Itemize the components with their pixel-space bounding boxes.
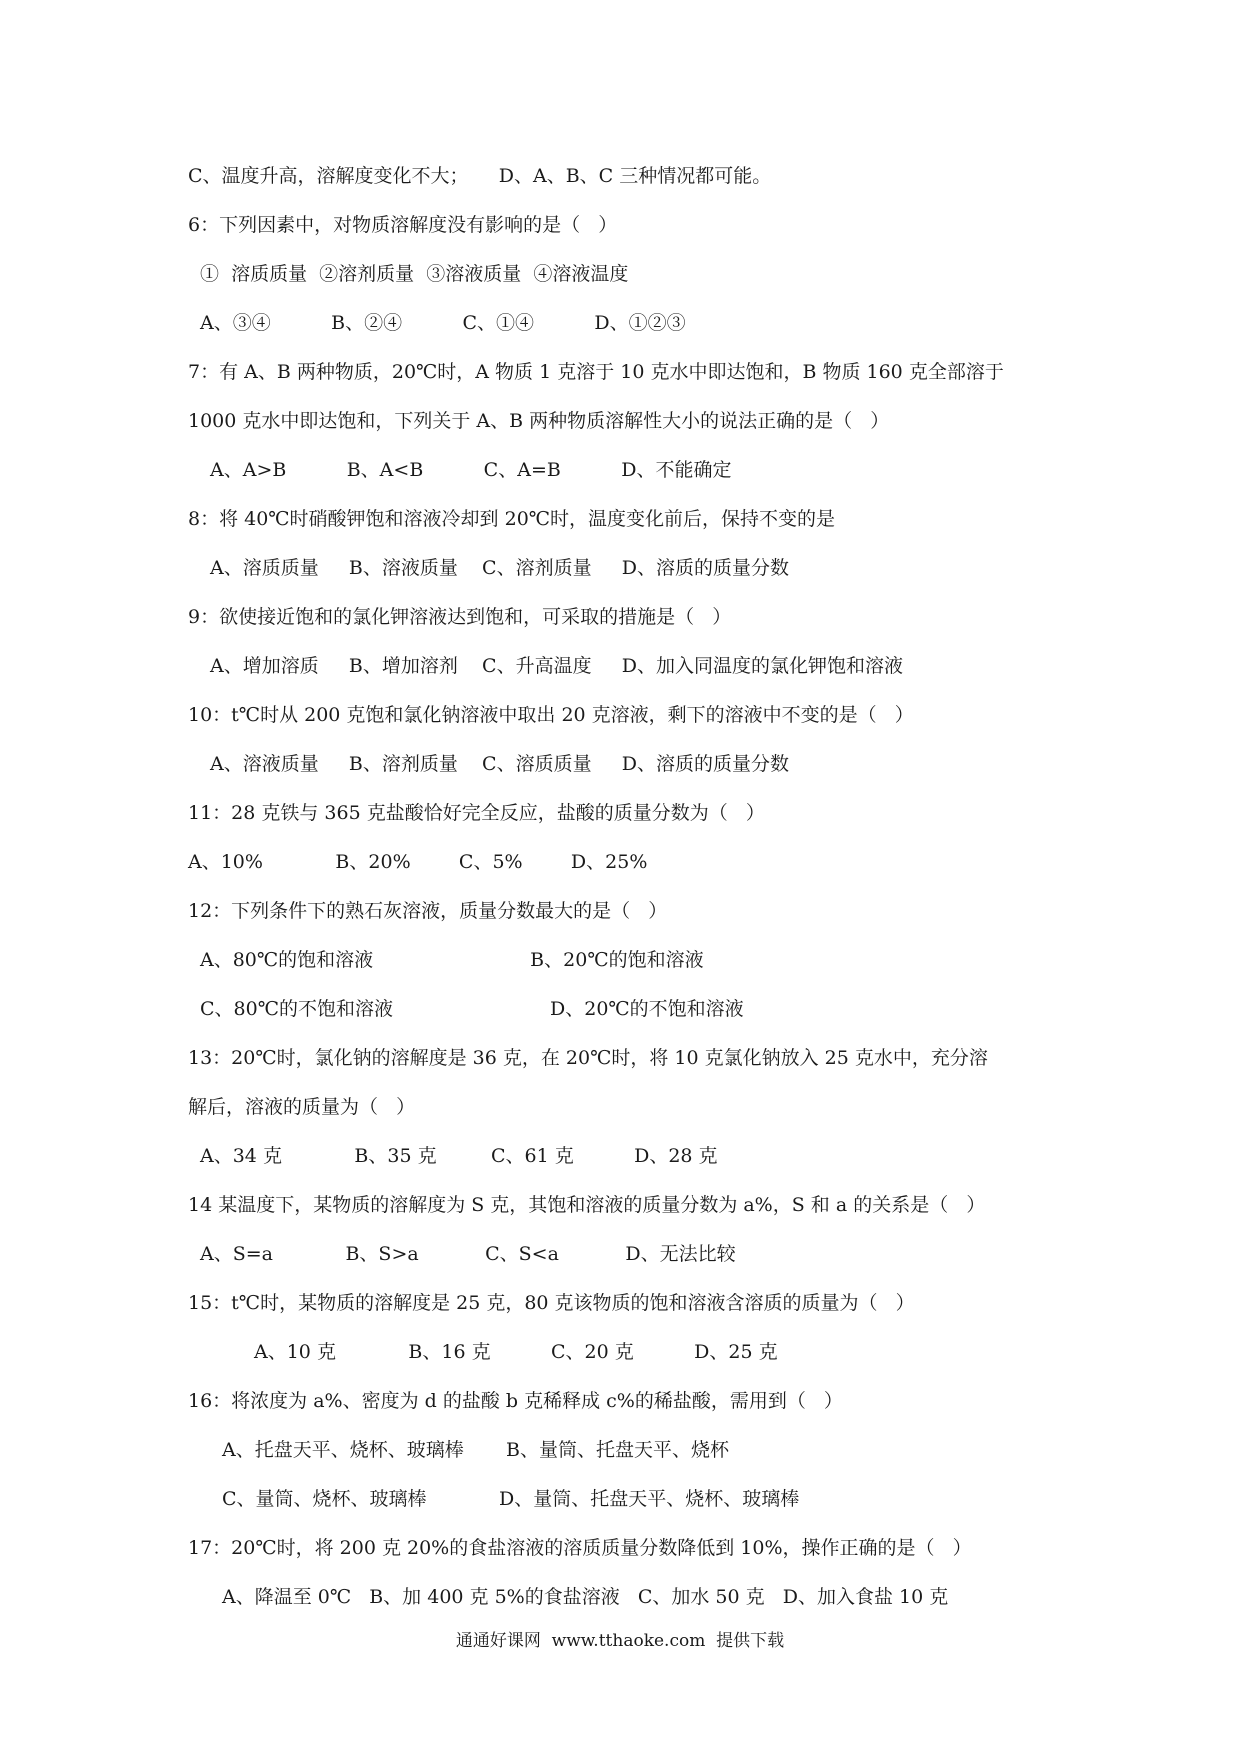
question-15: 15：t℃时，某物质的溶解度是 25 克，80 克该物质的饱和溶液含溶质的质量为（ ） [188,1292,915,1314]
question-12: 12：下列条件下的熟石灰溶液，质量分数最大的是（ ） [188,900,668,922]
question-8: 8：将 40℃时硝酸钾饱和溶液冷却到 20℃时，温度变化前后，保持不变的是 [188,508,836,530]
question-16: 16：将浓度为 a%、密度为 d 的盐酸 b 克稀释成 c%的稀盐酸，需用到（ ） [188,1390,843,1412]
question-15-options: A、10 克 B、16 克 C、20 克 D、25 克 [254,1341,778,1363]
question-16-options-ab: A、托盘天平、烧杯、玻璃棒 B、量筒、托盘天平、烧杯 [222,1439,729,1461]
question-11: 11：28 克铁与 365 克盐酸恰好完全反应，盐酸的质量分数为（ ） [188,802,765,824]
question-14: 14 某温度下，某物质的溶解度为 S 克，其饱和溶液的质量分数为 a%，S 和 a 的关系是（ ） [188,1194,986,1216]
question-17-options: A、降温至 0℃ B、加 400 克 5%的食盐溶液 C、加水 50 克 D、加入食盐 10 克 [222,1586,949,1608]
question-6-options: A、③④ B、②④ C、①④ D、①②③ [200,312,686,334]
question-16-options-cd: C、量筒、烧杯、玻璃棒 D、量筒、托盘天平、烧杯、玻璃棒 [222,1488,800,1510]
question-13-options: A、34 克 B、35 克 C、61 克 D、28 克 [200,1145,718,1167]
question-17: 17：20℃时，将 200 克 20%的食盐溶液的溶质质量分数降低到 10%，操作正确的是（ ） [188,1537,972,1559]
question-6: 6：下列因素中，对物质溶解度没有影响的是（ ） [188,214,618,236]
question-8-options: A、溶质质量 B、溶液质量 C、溶剂质量 D、溶质的质量分数 [210,557,790,579]
question-6-factors: ① 溶质质量 ②溶剂质量 ③溶液质量 ④溶液温度 [200,263,629,285]
question-9-options: A、增加溶质 B、增加溶剂 C、升高温度 D、加入同温度的氯化钾饱和溶液 [210,655,904,677]
question-7: 7：有 A、B 两种物质，20℃时，A 物质 1 克溶于 10 克水中即达饱和，B 物质 160 克全部溶于 [188,361,1004,383]
question-12-options-cd: C、80℃的不饱和溶液 D、20℃的不饱和溶液 [200,998,744,1020]
page-footer: 通通好课网 www.tthaoke.com 提供下载 [455,1631,785,1651]
option-line-5cd: C、温度升高，溶解度变化不大； D、A、B、C 三种情况都可能。 [188,165,772,187]
question-11-options: A、10% B、20% C、5% D、25% [188,851,648,873]
question-10-options: A、溶液质量 B、溶剂质量 C、溶质质量 D、溶质的质量分数 [210,753,790,775]
question-13: 13：20℃时，氯化钠的溶解度是 36 克，在 20℃时，将 10 克氯化钠放入 25 克水中，充分溶 [188,1047,988,1069]
question-9: 9：欲使接近饱和的氯化钾溶液达到饱和，可采取的措施是（ ） [188,606,732,628]
question-7-options: A、A>B B、A<B C、A=B D、不能确定 [210,459,732,481]
question-14-options: A、S=a B、S>a C、S<a D、无法比较 [200,1243,736,1265]
question-10: 10：t℃时从 200 克饱和氯化钠溶液中取出 20 克溶液，剩下的溶液中不变的是（ ） [188,704,914,726]
question-13-cont: 解后，溶液的质量为（ ） [188,1096,416,1118]
question-12-options-ab: A、80℃的饱和溶液 B、20℃的饱和溶液 [200,949,704,971]
question-7-cont: 1000 克水中即达饱和，下列关于 A、B 两种物质溶解性大小的说法正确的是（ ） [188,410,890,432]
